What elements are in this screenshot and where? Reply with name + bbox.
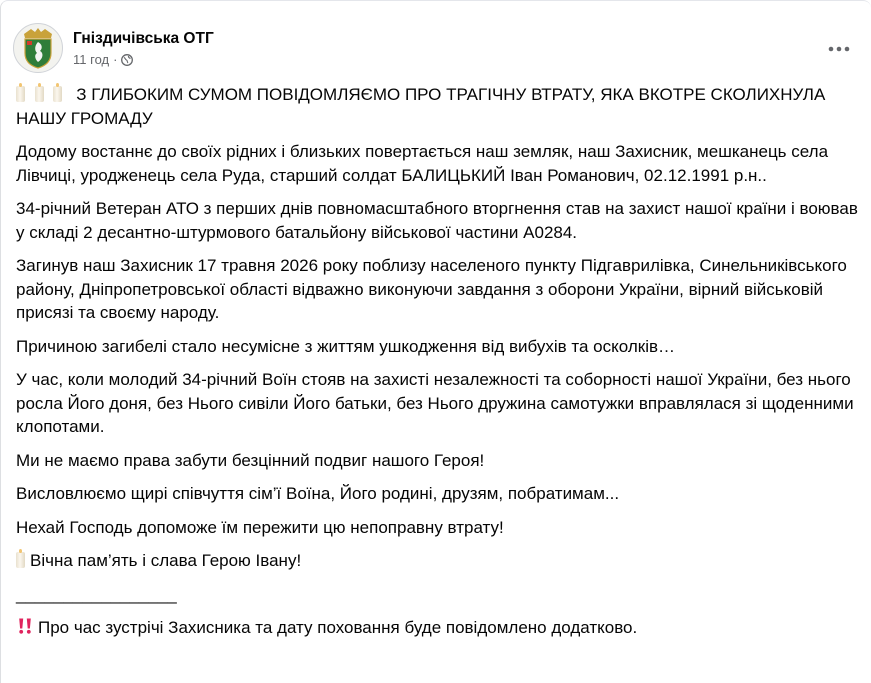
post-meta bbox=[73, 29, 214, 67]
globe-icon bbox=[121, 54, 133, 66]
coat-of-arms-icon bbox=[18, 26, 58, 70]
text-divider: _________________ bbox=[16, 584, 177, 604]
notice-text: Про час зустрічі Захисника та дату поховання буде повідомлено додатково. bbox=[38, 617, 638, 637]
page-name-link[interactable]: Гніздичівська ОТГ bbox=[73, 30, 214, 47]
memory-line bbox=[16, 549, 861, 573]
paragraph: 34-річний Ветеран АТО з перших днів повномасштабного вторгнення став на захист нашої країни і воював у складі 2 десантно-штурмового батальйону військової частини А0284. bbox=[16, 199, 858, 242]
post-heading bbox=[16, 83, 861, 130]
paragraph: Загинув наш Захисник 17 травня 2026 року поблизу населеного пункту Підгаврилівка, Синельниківського району, Дніпропетровської області відважно виконуючи завдання з оборони України, вірний військовій присязі та своєму народу. bbox=[16, 256, 847, 322]
candle-icon bbox=[35, 86, 44, 102]
post-subline bbox=[73, 52, 214, 67]
post-timestamp[interactable]: 11 год bbox=[73, 52, 110, 67]
more-dots-icon bbox=[828, 46, 850, 52]
paragraph: Нехай Господь допоможе їм пережити цю непоправну втрату! bbox=[16, 517, 504, 537]
candle-icon bbox=[53, 86, 62, 102]
paragraph: Ми не маємо права забути безцінний подвиг нашого Героя! bbox=[16, 450, 485, 470]
paragraph: У час, коли молодий 34-річний Воїн стояв на захисті незалежності та соборності нашої України, без нього росла Його доня, без Нього сивіли Його батьки, без Нього дружина самотужки вправлялася зі щоденними клопотами. bbox=[16, 370, 854, 436]
candle-icon bbox=[16, 86, 25, 102]
post-options-button[interactable] bbox=[821, 31, 857, 67]
paragraph: Причиною загибелі стало несумісне з життям ушкодження від вибухів та осколків… bbox=[16, 336, 676, 356]
heading-text: З ГЛИБОКИМ СУМОМ ПОВІДОМЛЯЄМО ПРО ТРАГІЧНУ ВТРАТУ, ЯКА ВКОТРЕ СКОЛИХНУЛА НАШУ ГРОМАДУ bbox=[16, 85, 826, 128]
candle-icon bbox=[16, 552, 25, 568]
meta-separator: · bbox=[113, 52, 118, 67]
paragraph: Додому востаннє до своїх рідних і близьких повертається наш земляк, наш Захисник, мешканець села Лівчиці, уродженець села Руда, старший солдат БАЛИЦЬКИЙ Іван Романович, 02.12.1991 р.н.. bbox=[16, 142, 829, 185]
notice-line bbox=[16, 616, 861, 640]
post-header bbox=[13, 23, 214, 73]
post-text bbox=[16, 83, 861, 649]
candle-icons bbox=[16, 85, 72, 104]
memory-text: Вічна пам’ять і слава Герою Івану! bbox=[30, 551, 302, 570]
paragraph: Висловлюємо щирі співчуття сім’ї Воїна, Його родині, друзям, побратимам... bbox=[16, 484, 620, 503]
double-exclamation-icon bbox=[16, 617, 34, 635]
page-avatar[interactable] bbox=[13, 23, 63, 73]
